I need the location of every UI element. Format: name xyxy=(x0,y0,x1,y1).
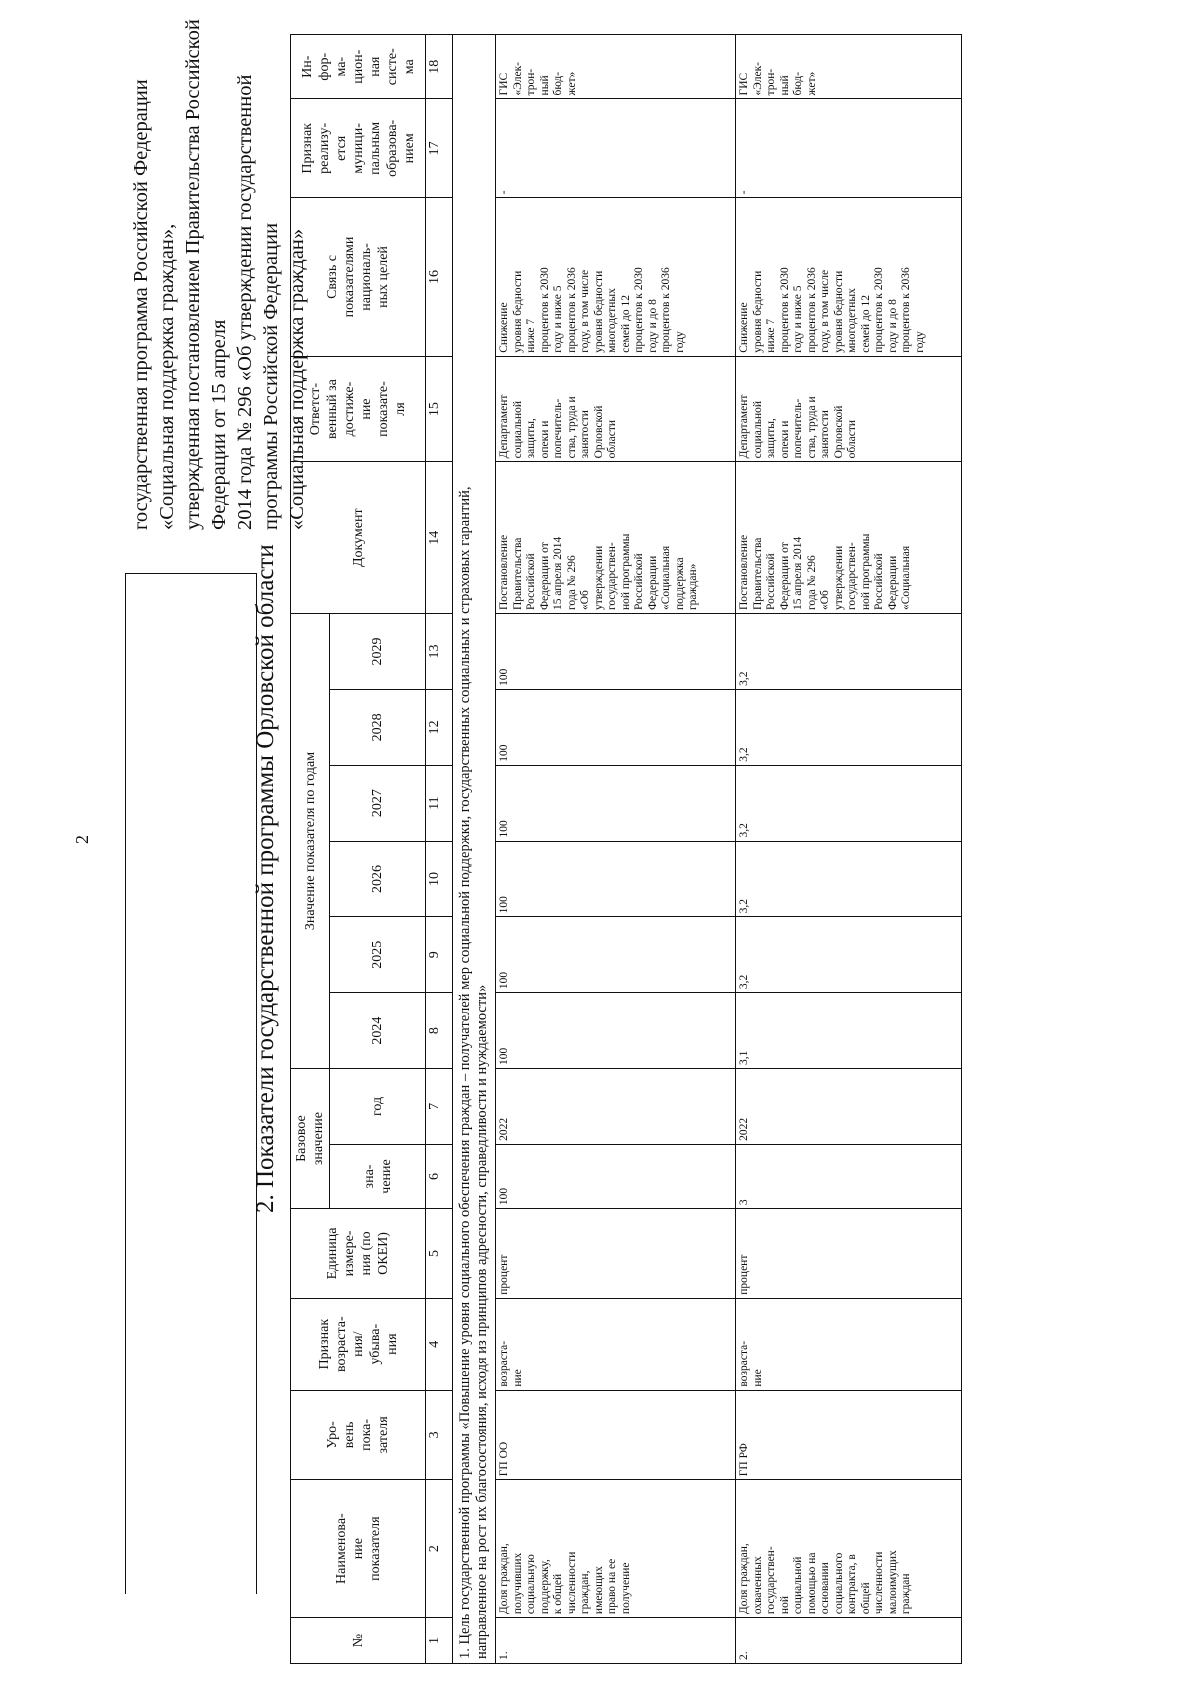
cell-info-system: ГИС «Элек- трон- ный бюд- жет» xyxy=(496,35,736,99)
col-header-base: Базовое значение xyxy=(291,1068,330,1208)
col-header-year: 2028 xyxy=(330,689,426,765)
cell-base-year: 2022 xyxy=(496,1068,736,1144)
indicators-table xyxy=(290,34,962,1664)
column-number: 17 xyxy=(426,99,453,198)
cell-info-system: ГИС «Элек- трон- ный бюд- жет» xyxy=(736,35,962,99)
cell-responsible: Департамент социальной защиты, опеки и попечитель- ства, труда и занятости Орловской области xyxy=(496,356,736,462)
cell-year-value: 3,2 xyxy=(736,765,962,841)
cell-name: Доля граждан, охваченных государствен- ной социальной помощью на основании социального контракта, в общей численности малоимущих граждан xyxy=(736,1480,962,1618)
cell-year-value: 100 xyxy=(496,917,736,993)
header-row xyxy=(291,35,330,1664)
header-text xyxy=(128,10,310,530)
column-number: 3 xyxy=(426,1390,453,1480)
cell-year-value: 3,2 xyxy=(736,689,962,765)
col-header-level: Уро- вень пока- зателя xyxy=(291,1390,426,1480)
column-number: 10 xyxy=(426,841,453,917)
col-header-year: 2027 xyxy=(330,765,426,841)
cell-unit: процент xyxy=(736,1209,962,1299)
col-header-by-years: Значение показателя по годам xyxy=(291,614,330,1069)
col-header-year: 2025 xyxy=(330,917,426,993)
col-header-name: Наименова- ние показателя xyxy=(291,1480,426,1618)
cell-year-value: 3,2 xyxy=(736,614,962,690)
col-header-year: 2029 xyxy=(330,614,426,690)
col-header-national-goals: Связь с показателями националь- ных целей xyxy=(291,198,426,357)
column-number: 18 xyxy=(426,35,453,99)
column-number: 5 xyxy=(426,1209,453,1299)
cell-municipal: - xyxy=(496,99,736,198)
column-number: 15 xyxy=(426,356,453,462)
cell-no: 1. xyxy=(496,1618,736,1664)
cell-year-value: 3,1 xyxy=(736,993,962,1069)
header-line: «Социальная поддержка граждан» xyxy=(286,228,308,530)
column-number: 14 xyxy=(426,462,453,614)
cell-year-value: 100 xyxy=(496,689,736,765)
header-line: утвержденная постановлением Правительства Российской Федерации от 15 апреля xyxy=(182,19,230,530)
column-number: 11 xyxy=(426,765,453,841)
column-number: 6 xyxy=(426,1144,453,1208)
cell-base-value: 100 xyxy=(496,1144,736,1208)
header-box xyxy=(125,573,257,1594)
table-row xyxy=(496,35,736,1664)
cell-level: ГП ОО xyxy=(496,1390,736,1480)
cell-base-value: 3 xyxy=(736,1144,962,1208)
header-line: 2014 года № 296 «Об утверждении государственной программы Российской Федерации xyxy=(234,74,282,530)
goal-text: 1. Цель государственной программы «Повышение уровня социального обеспечения граждан – получателей мер социальной поддержки, государственных социальных и страховых гарантий, направленное на рост их благосостояния, исходя из принципов адресности, справедливости и нуждаемости» xyxy=(453,35,496,1664)
cell-municipal: - xyxy=(736,99,962,198)
col-header-unit: Единица измере- ния (по ОКЕИ) xyxy=(291,1209,426,1299)
section-title: 2. Показатели государственной программы Орловской области xyxy=(252,544,279,1213)
column-number: 7 xyxy=(426,1068,453,1144)
cell-trend: возраста- ние xyxy=(736,1298,962,1390)
col-header-base-year: год xyxy=(330,1068,426,1144)
cell-national-goals: Снижение уровня бедности ниже 7 процентов к 2030 году и ниже 5 процентов к 2036 году, в том числе уровня бедности многодетных семей до 12 процентов к 2030 году и до 8 процентов к 2036 году xyxy=(496,198,736,357)
column-number: 4 xyxy=(426,1298,453,1390)
col-header-no: № xyxy=(291,1618,426,1664)
column-number: 8 xyxy=(426,993,453,1069)
page-number: 2 xyxy=(72,835,92,844)
cell-year-value: 100 xyxy=(496,841,736,917)
cell-no: 2. xyxy=(736,1618,962,1664)
cell-base-year: 2022 xyxy=(736,1068,962,1144)
col-header-document: Документ xyxy=(291,462,426,614)
col-header-trend: Признак возраста- ния/ убыва- ния xyxy=(291,1298,426,1390)
cell-unit: процент xyxy=(496,1209,736,1299)
column-number: 1 xyxy=(426,1618,453,1664)
col-header-municipal: Признак реализу- ется муници- пальным образова- нием xyxy=(291,99,426,198)
cell-year-value: 100 xyxy=(496,993,736,1069)
goal-row xyxy=(453,35,496,1664)
col-header-year: 2026 xyxy=(330,841,426,917)
table-row xyxy=(736,35,962,1664)
cell-name: Доля граждан, получивших социальную поддержку, к общей численности граждан, имеющих право на ее получение xyxy=(496,1480,736,1618)
cell-trend: возраста- ние xyxy=(496,1298,736,1390)
cell-year-value: 3,2 xyxy=(736,917,962,993)
cell-document: Постановление Правительства Российской Федерации от 15 апреля 2014 года № 296 «Об утверждении государствен- ной программы Российской Федерации «Социальная поддержка граждан» xyxy=(496,462,736,614)
column-number: 12 xyxy=(426,689,453,765)
cell-year-value: 100 xyxy=(496,614,736,690)
cell-year-value: 100 xyxy=(496,765,736,841)
cell-responsible: Департамент социальной защиты, опеки и попечитель- ства, труда и занятости Орловской области xyxy=(736,356,962,462)
column-number-row xyxy=(426,35,453,1664)
col-header-responsible: Ответст- венный за достиже- ние показате- ля xyxy=(291,356,426,462)
cell-national-goals: Снижение уровня бедности ниже 7 процентов к 2030 году и ниже 5 процентов к 2036 году, в том числе уровня бедности многодетных семей до 12 процентов к 2030 году и до 8 процентов к 2036 году xyxy=(736,198,962,357)
col-header-info-system: Ин- фор- ма- цион- ная систе- ма xyxy=(291,35,426,99)
column-number: 16 xyxy=(426,198,453,357)
cell-document: Постановление Правительства Российской Федерации от 15 апреля 2014 года № 296 «Об утверждении государствен- ной программы Российской Федерации «Социальная xyxy=(736,462,962,614)
cell-year-value: 3,2 xyxy=(736,841,962,917)
column-number: 9 xyxy=(426,917,453,993)
cell-level: ГП РФ xyxy=(736,1390,962,1480)
col-header-year: 2024 xyxy=(330,993,426,1069)
column-number: 13 xyxy=(426,614,453,690)
col-header-base-value: зна- чение xyxy=(330,1144,426,1208)
header-line: государственная программа Российской Федерации «Социальная поддержка граждан», xyxy=(130,79,178,530)
column-number: 2 xyxy=(426,1480,453,1618)
